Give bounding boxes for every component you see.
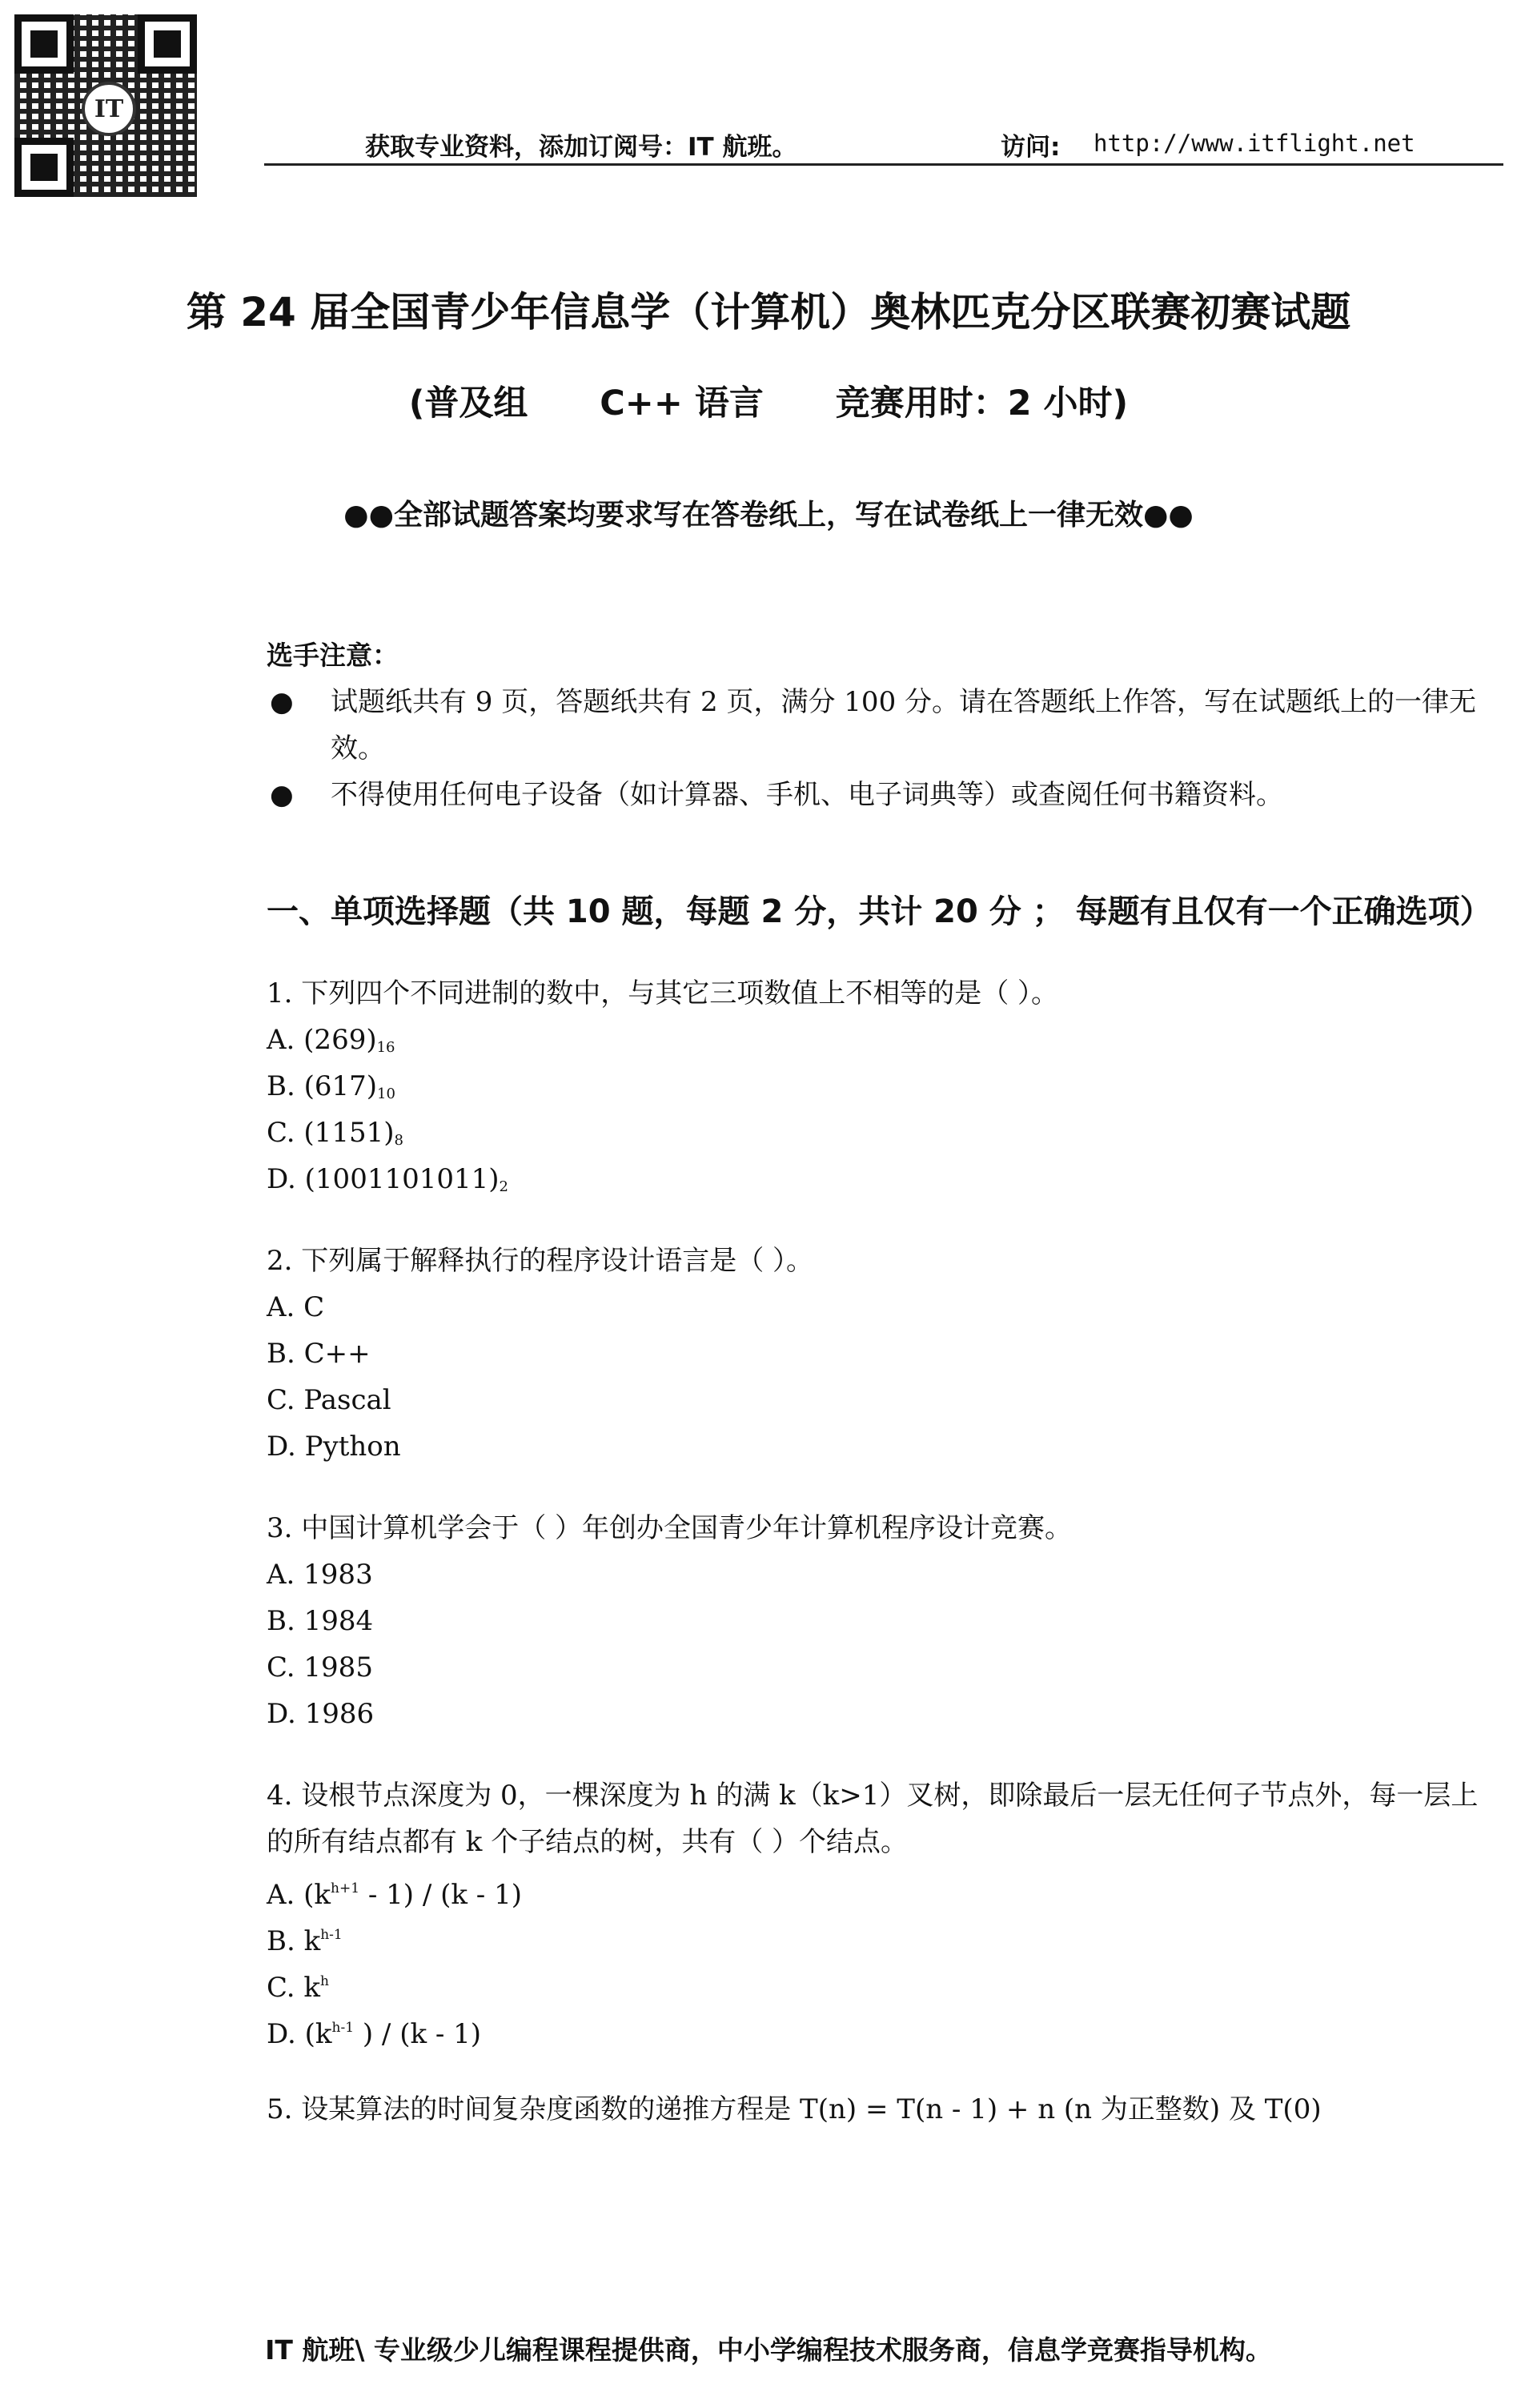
option-base: 16 bbox=[376, 1039, 395, 1056]
question-3-option-d: D. 1986 bbox=[267, 1698, 375, 1730]
qr-logo-icon bbox=[82, 82, 136, 136]
question-2-option-b: B. C++ bbox=[267, 1338, 371, 1370]
question-3 bbox=[267, 1505, 1503, 1737]
option-text: D. (k bbox=[267, 2018, 332, 2050]
question-4-option-a bbox=[267, 1865, 1503, 1912]
question-1-option-d bbox=[267, 1156, 1503, 1202]
option-text: B. k bbox=[267, 1925, 321, 1957]
option-text: - 1) / (k - 1) bbox=[359, 1879, 522, 1911]
question-5-stem: 5. 设某算法的时间复杂度函数的递推方程是 T(n) = T(n - 1) + n (n 为正整数) 及 T(0) bbox=[267, 2093, 1322, 2125]
qr-code bbox=[14, 14, 197, 197]
question-1-option-b bbox=[267, 1063, 1503, 1110]
exam-subtitle: (普及组 C++ 语言 竞赛用时：2 小时) bbox=[408, 383, 1129, 423]
page-footer: IT 航班\ 专业级少儿编程课程提供商，中小学编程技术服务商，信息学竞赛指导机构。 bbox=[265, 2334, 1272, 2366]
option-text: C. (1151) bbox=[267, 1117, 395, 1149]
section-1-title: 一、单项选择题（共 10 题，每题 2 分，共计 20 分 ； 每题有且仅有一个正确选项） bbox=[267, 893, 1492, 930]
question-4-stem: 4. 设根节点深度为 0，一棵深度为 h 的满 k（k>1）叉树，即除最后一层无任何子节点外，每一层上的所有结点都有 k 个子结点的树，共有（ ）个结点。 bbox=[267, 1780, 1479, 1858]
attention-item-1: ● 试题纸共有 9 页，答题纸共有 2 页，满分 100 分。请在答题纸上作答，写在试题纸上的一律无效。 bbox=[267, 679, 1503, 772]
attention-item-2: ● 不得使用任何电子设备（如计算器、手机、电子词典等）或查阅任何书籍资料。 bbox=[267, 772, 1503, 818]
option-text: B. (617) bbox=[267, 1070, 378, 1102]
question-4-option-d bbox=[267, 2005, 1503, 2051]
qr-finder-top-left bbox=[14, 14, 74, 74]
header-visit-label: 访问: bbox=[1001, 133, 1061, 162]
attention-title: 选手注意： bbox=[267, 640, 399, 671]
option-exponent: h-1 bbox=[320, 1927, 343, 1943]
question-2-option-d: D. Python bbox=[267, 1431, 401, 1463]
question-2-option-a: A. C bbox=[267, 1291, 325, 1323]
header-url-link[interactable]: http://www.itflight.net bbox=[1094, 130, 1415, 157]
question-4-option-b bbox=[267, 1912, 1503, 1958]
option-text: A. (k bbox=[267, 1879, 331, 1911]
question-3-option-c: C. 1985 bbox=[267, 1651, 373, 1684]
page-header bbox=[264, 120, 1503, 166]
header-subscribe-text: 获取专业资料，添加订阅号：IT 航班。 bbox=[365, 133, 797, 162]
question-3-option-a: A. 1983 bbox=[267, 1559, 373, 1591]
question-2-option-c: C. Pascal bbox=[267, 1384, 391, 1416]
question-1-option-a bbox=[267, 1017, 1503, 1063]
question-1 bbox=[267, 970, 1503, 1202]
option-text: C. k bbox=[267, 1972, 321, 2004]
qr-finder-top-right bbox=[138, 14, 197, 74]
option-base: 8 bbox=[394, 1132, 403, 1149]
option-base: 2 bbox=[499, 1178, 508, 1195]
question-1-stem: 1. 下列四个不同进制的数中，与其它三项数值上不相等的是（ ）。 bbox=[267, 977, 1059, 1009]
option-text: D. (1001101011) bbox=[267, 1163, 500, 1195]
question-1-option-c bbox=[267, 1110, 1503, 1156]
exam-title: 第 24 届全国青少年信息学（计算机）奥林匹克分区联赛初赛试题 bbox=[186, 289, 1351, 335]
question-2 bbox=[267, 1238, 1503, 1470]
option-exponent: h+1 bbox=[331, 1880, 360, 1896]
question-3-option-b: B. 1984 bbox=[267, 1605, 374, 1637]
question-2-stem: 2. 下列属于解释执行的程序设计语言是（ ）。 bbox=[267, 1245, 814, 1277]
option-base: 10 bbox=[377, 1086, 395, 1102]
option-exponent: h-1 bbox=[331, 2020, 355, 2036]
exam-notice: ●●全部试题答案均要求写在答卷纸上，写在试卷纸上一律无效●● bbox=[343, 499, 1194, 532]
question-4-option-c bbox=[267, 1958, 1503, 2005]
question-4 bbox=[267, 1772, 1503, 2051]
qr-finder-bottom-left bbox=[14, 138, 74, 197]
qr-logo-text: IT bbox=[94, 94, 124, 123]
option-text: ) / (k - 1) bbox=[354, 2018, 482, 2050]
option-exponent: h bbox=[320, 1973, 329, 1989]
exam-content bbox=[267, 632, 1503, 2133]
question-5 bbox=[267, 2086, 1503, 2133]
question-3-stem: 3. 中国计算机学会于（ ）年创办全国青少年计算机程序设计竞赛。 bbox=[267, 1512, 1073, 1544]
option-text: A. (269) bbox=[267, 1024, 377, 1056]
